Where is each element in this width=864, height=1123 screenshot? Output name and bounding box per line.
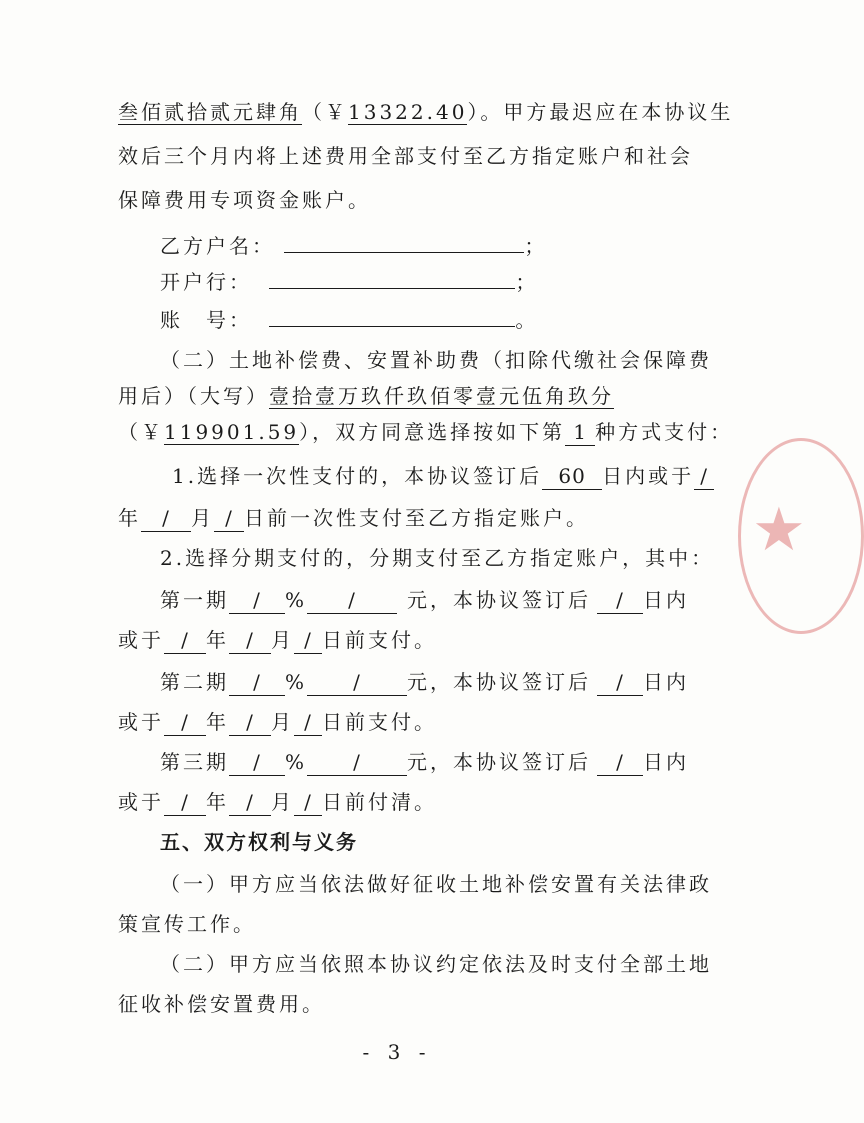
para2-line2: 用后）（大写）壹拾壹万玖仟玖佰零壹元伍角玖分: [118, 384, 614, 408]
installment2-amount: /: [307, 669, 407, 696]
installment2-line1: 第二期 / % / 元，本协议签订后 / 日内: [160, 670, 690, 694]
installment3-month: /: [229, 789, 271, 816]
installment2-month: /: [229, 709, 271, 736]
para1-line2: 效后三个月内将上述费用全部支付至乙方指定账户和社会: [118, 144, 693, 168]
installment1-amount: /: [307, 587, 397, 614]
account-number-row: 账 号： 。: [160, 302, 538, 334]
installment3-year: /: [164, 789, 206, 816]
bank-blank: [269, 264, 515, 289]
para2-line1: （二）土地补偿费、安置补助费（扣除代缴社会保障费: [160, 348, 712, 372]
installment2-year: /: [164, 709, 206, 736]
account-name-blank: [284, 228, 524, 253]
installment1-year: /: [164, 627, 206, 654]
installment2-line2: 或于 / 年 / 月 / 日前支付。: [118, 710, 437, 734]
bank-row: 开户行： ；: [160, 264, 538, 296]
option2-intro: 2.选择分期支付的，分期支付至乙方指定账户，其中：: [160, 546, 715, 570]
seal-star-icon: ★: [752, 495, 806, 565]
option1-year: /: [694, 463, 714, 490]
amount-in-words: 叁佰贰拾贰元肆角: [118, 100, 302, 124]
option1-days: 60: [542, 463, 602, 490]
para1-line3: 保障费用专项资金账户。: [118, 188, 371, 212]
amount2-in-words: 壹拾壹万玖仟玖佰零壹元伍角玖分: [269, 384, 614, 408]
amount-in-figures: 13322.40: [348, 100, 468, 124]
option1-month: /: [141, 505, 191, 532]
installment1-line2: 或于 / 年 / 月 / 日前支付。: [118, 628, 437, 652]
installment3-percent: /: [229, 749, 285, 776]
installment2-days: /: [597, 669, 643, 696]
section5-p2-line1: （二）甲方应当依照本协议约定依法及时支付全部土地: [160, 952, 712, 976]
section5-p1-line2: 策宣传工作。: [118, 912, 256, 936]
installment1-percent: /: [229, 587, 285, 614]
installment1-month: /: [229, 627, 271, 654]
section5-p2-line2: 征收补偿安置费用。: [118, 992, 325, 1016]
option1-day: /: [214, 505, 244, 532]
page-number: - 3 -: [362, 1040, 432, 1064]
account-number-blank: [269, 302, 515, 327]
section5-p1-line1: （一）甲方应当依法做好征收土地补偿安置有关法律政: [160, 872, 712, 896]
installment3-days: /: [597, 749, 643, 776]
account-name-row: 乙方户名： ；: [160, 228, 547, 260]
installment3-amount: /: [307, 749, 407, 776]
section5-heading: 五、双方权利与义务: [160, 830, 358, 854]
installment2-percent: /: [229, 669, 285, 696]
installment1-line1: 第一期 / % / 元，本协议签订后 / 日内: [160, 588, 690, 612]
amount2-in-figures: 119901.59: [164, 420, 300, 444]
option1-line1: 1.选择一次性支付的，本协议签订后 60 日内或于 /: [172, 462, 714, 490]
installment1-days: /: [597, 587, 643, 614]
installment2-day: /: [294, 709, 322, 736]
option1-line2: 年 / 月 / 日前一次性支付至乙方指定账户。: [118, 506, 589, 530]
installment3-line2: 或于 / 年 / 月 / 日前付清。: [118, 790, 437, 814]
option-number: 1: [565, 419, 595, 446]
installment3-line1: 第三期 / % / 元，本协议签订后 / 日内: [160, 750, 690, 774]
installment1-day: /: [294, 627, 322, 654]
installment3-day: /: [294, 789, 322, 816]
para1-line1: 叁佰贰拾贰元肆角（￥13322.40）。甲方最迟应在本协议生: [118, 100, 734, 124]
para2-line3: （￥119901.59），双方同意选择按如下第 1 种方式支付：: [118, 420, 734, 444]
